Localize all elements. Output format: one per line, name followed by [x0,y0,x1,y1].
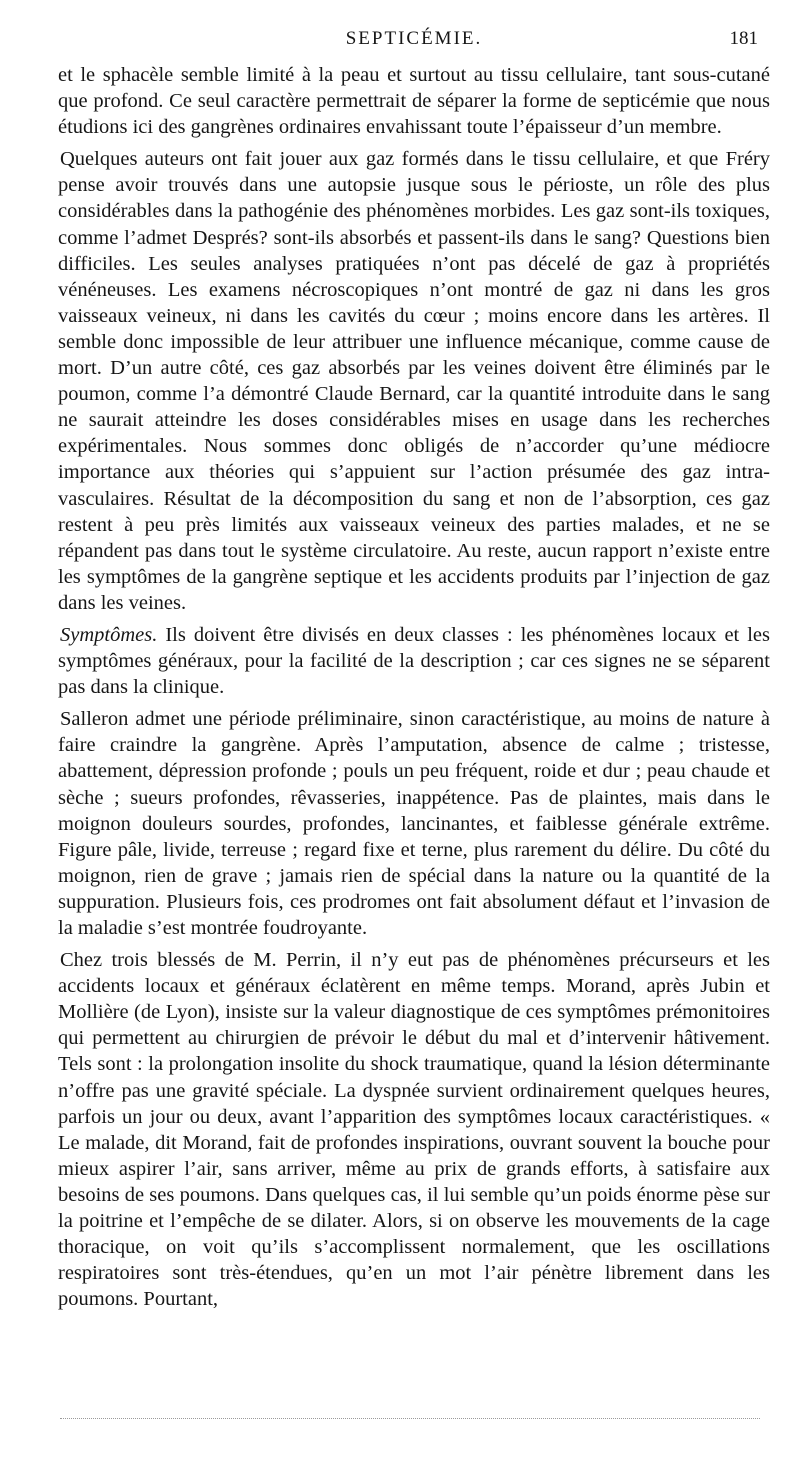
running-head [58,28,770,56]
body-text [58,62,770,1312]
paragraph-continuation: et le sphacèle semble limité à la peau et surtout au tissu cellulaire, tant sous-cutané que profond. Ce seul caractère permettrait de séparer la forme de septicémie que nous étudions ici des gangrènes ordinaires envahissant toute l’épaisseur d’un membre. [58,64,770,139]
paragraph-salleron: Salleron admet une période préliminaire, sinon caractéristique, au moins de nature à faire craindre la gangrène. Après l’amputation, absence de calme ; tristesse, abattement, dépression profonde ; pouls un peu fréquent, roide et dur ; peau chaude et sèche ; sueurs profondes, rêvasseries, inappétence. Pas de plaintes, mais dans le moignon douleurs sourdes, profondes, lancinantes, et faiblesse générale extrême. Figure pâle, livide, terreuse ; regard fixe et terne, plus rarement du délire. Du côté du moignon, rien de grave ; jamais rien de spécial dans la nature ou la quantité de la suppuration. Plusieurs fois, ces prodromes ont fait absolument défaut et l’invasion de la maladie s’est montrée foudroyante. [58,708,770,939]
bottom-dotted-line [60,1418,760,1419]
page-number: 181 [729,28,758,49]
running-title: SEPTICÉMIE. [345,28,483,49]
book-page [58,28,770,1318]
symptoms-heading: Symptômes. [60,623,158,646]
paragraph-perrin: Chez trois blessés de M. Perrin, il n’y eut pas de phénomènes précurseurs et les accidents locaux et généraux éclatèrent en même temps. Morand, après Jubin et Mollière (de Lyon), insiste sur la valeur diagnostique de ces symptômes prémonitoires qui permettent au chirurgien de prévoir le début du mal et d’intervenir hâtivement. Tels sont : la prolongation insolite du shock traumatique, quand la lésion déterminante n’offre pas une gravité spéciale. La dyspnée survient ordinairement quelques heures, parfois un jour ou deux, avant l’apparition des symptômes locaux caractéristiques. « Le malade, dit Morand, fait de profondes inspirations, ouvrant souvent la bouche pour mieux aspirer l’air, sans arriver, même au prix de grands efforts, à satisfaire aux besoins de ses poumons. Dans quelques cas, il lui semble qu’un poids énorme pèse sur la poitrine et l’empêche de se dilater. Alors, si on observe les mouvements de la cage thoracique, on voit qu’ils s’accomplissent normalement, que les oscillations respiratoires sont très-étendues, qu’en un mot l’air pénètre librement dans les poumons. Pourtant, [58,949,770,1311]
symptoms-text: Ils doivent être divisés en deux classes : les phénomènes locaux et les symptômes généraux, pour la facilité de la description ; car ces signes ne se séparent pas dans la clinique. [58,623,770,699]
paragraph-symptoms [58,622,770,700]
paragraph-gas-theory: Quelques auteurs ont fait jouer aux gaz formés dans le tissu cellulaire, et que Fréry pense avoir trouvés dans une autopsie jusque sous le périoste, un rôle des plus considérables dans la pathogénie des phénomènes morbides. Les gaz sont-ils toxiques, comme l’admet Després? sont-ils absorbés et passent-ils dans le sang? Questions bien difficiles. Les seules analyses pratiquées n’ont pas décelé de gaz à propriétés vénéneuses. Les examens nécroscopiques n’ont montré de gaz ni dans les gros vaisseaux veineux, ni dans les cavités du cœur ; moins encore dans les artères. Il semble donc impossible de leur attribuer une influence mécanique, comme cause de mort. D’un autre côté, ces gaz absorbés par les veines doivent être éliminés par le poumon, comme l’a démontré Claude Bernard, car la quantité introduite dans le sang ne saurait atteindre les doses considérables mises en usage dans les recherches expérimentales. Nous sommes donc obligés de n’accorder qu’une médiocre importance aux théories qui s’appuient sur l’action présumée des gaz intra-vasculaires. Résultat de la décomposition du sang et non de l’absorption, ces gaz restent à peu près limités aux vaisseaux veineux des parties malades, et ne se répandent pas dans tout le système circulatoire. Au reste, aucun rapport n’existe entre les symptômes de la gangrène septique et les accidents produits par l’injection de gaz dans les veines. [58,148,770,614]
